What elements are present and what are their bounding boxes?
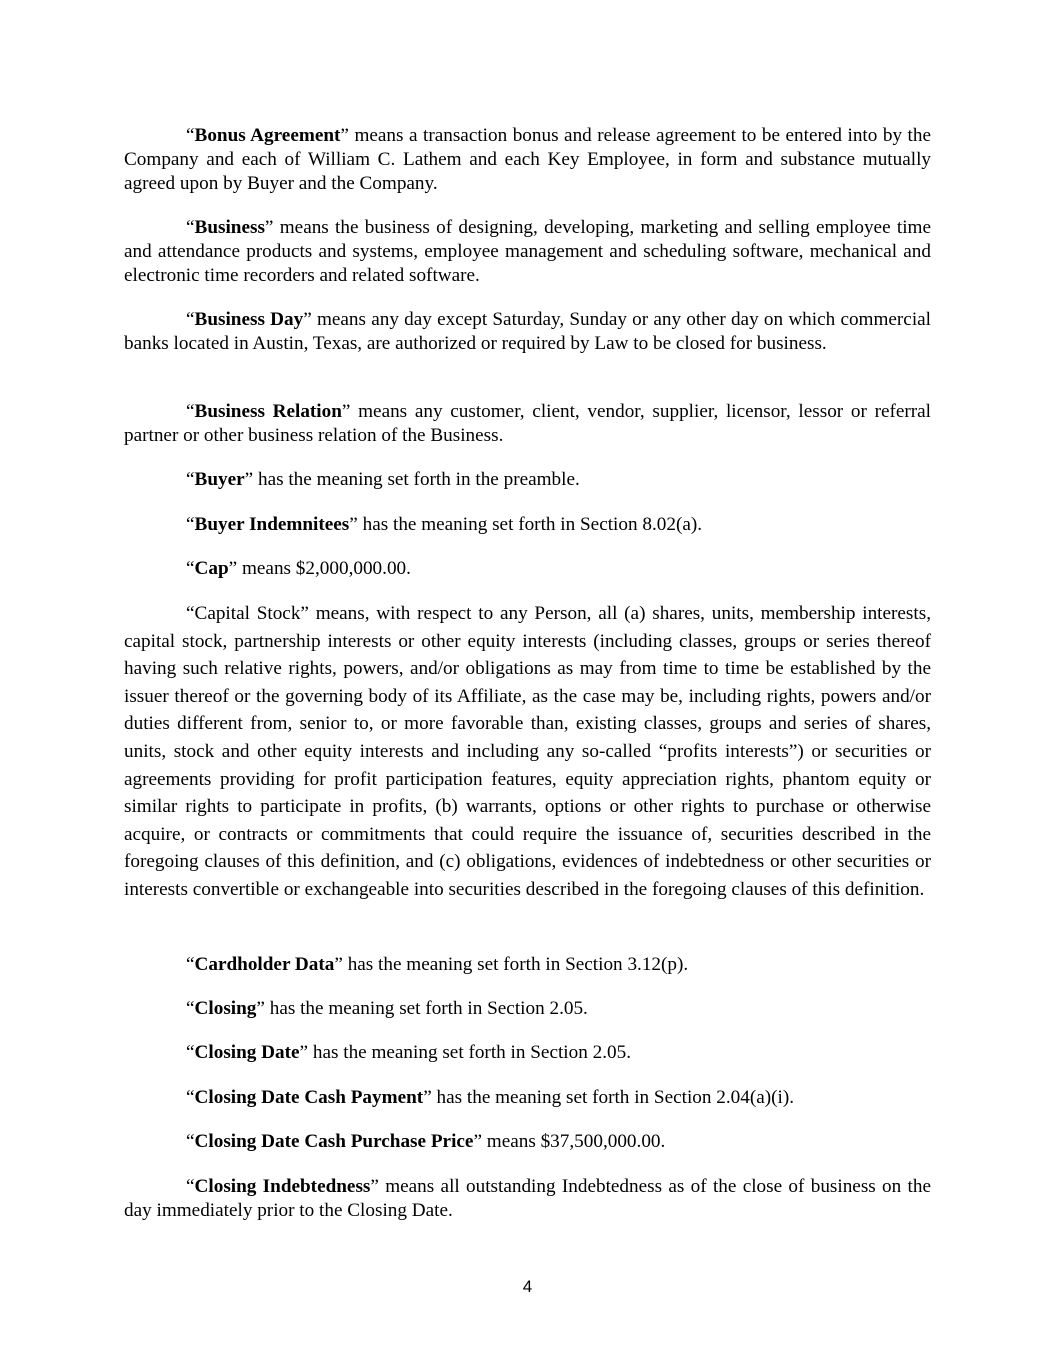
page-number: 4 — [522, 1277, 533, 1296]
defined-term: Closing Date — [194, 1042, 300, 1063]
definition-closing-date-cash-purchase-price: “Closing Date Cash Purchase Price” means $37,500,000.00. — [186, 1131, 666, 1152]
definition-business: “Business” means the business of designing, developing, marketing and selling employee time and attendance products and systems, employee management and scheduling software, mechanical and electronic time recorders and related software. — [124, 217, 931, 286]
defined-term: Buyer — [194, 469, 245, 490]
defined-term: Cap — [194, 558, 229, 579]
definition-cap: “Cap” means $2,000,000.00. — [186, 558, 411, 579]
definition-closing-date: “Closing Date” has the meaning set forth in Section 2.05. — [186, 1042, 631, 1063]
definition-capital-stock: “Capital Stock” means, with respect to any Person, all (a) shares, units, membership interests, capital stock, partnership interests or other equity interests (including classes, groups or series thereof having such relative rights, powers, and/or obligations as may from time to time be established by the issuer thereof or the governing body of its Affiliate, as the case may be, including rights, powers and/or duties different from, senior to, or more favorable than, existing classes, groups and series of shares, units, stock and other equity interests and including any so-called “profits interests”) or securities or agreements providing for profit participation features, equity appreciation rights, phantom equity or similar rights to participate in profits, (b) warrants, options or other rights to purchase or otherwise acquire, or contracts or commitments that could require the issuance of, securities described in the foregoing clauses of this definition, and (c) obligations, evidences of indebtedness or other securities or interests convertible or exchangeable into securities described in the foregoing clauses of this definition. — [124, 603, 931, 900]
defined-term: Business — [194, 217, 265, 238]
defined-term: Business Day — [194, 309, 304, 330]
definition-business-relation: “Business Relation” means any customer, client, vendor, supplier, licensor, lessor or referral partner or other business relation of the Business. — [124, 401, 932, 446]
definition-buyer-indemnitees: “Buyer Indemnitees” has the meaning set forth in Section 8.02(a). — [186, 514, 703, 535]
definition-bonus-agreement: “Bonus Agreement” means a transaction bonus and release agreement to be entered into by the Company and each of William C. Lathem and each Key Employee, in form and substance mutually agreed upon by Buyer and the Company. — [124, 125, 931, 194]
defined-term: Cardholder Data — [194, 954, 335, 975]
definition-closing-indebtedness: “Closing Indebtedness” means all outstanding Indebtedness as of the close of business on the day immediately prior to the Closing Date. — [124, 1176, 931, 1221]
definition-buyer: “Buyer” has the meaning set forth in the preamble. — [186, 469, 580, 490]
defined-term: Closing — [194, 998, 257, 1019]
defined-term: Buyer Indemnitees — [194, 514, 350, 535]
defined-term: Closing Indebtedness — [194, 1176, 371, 1197]
defined-term: Closing Date Cash Purchase Price — [194, 1131, 474, 1152]
defined-term: Business Relation — [194, 401, 342, 422]
definition-closing: “Closing” has the meaning set forth in Section 2.05. — [186, 998, 588, 1019]
defined-term: Bonus Agreement — [194, 125, 341, 146]
definition-business-day: “Business Day” means any day except Saturday, Sunday or any other day on which commercial banks located in Austin, Texas, are authorized or required by Law to be closed for business. — [124, 309, 932, 354]
definition-closing-date-cash-payment: “Closing Date Cash Payment” has the meaning set forth in Section 2.04(a)(i). — [186, 1087, 795, 1108]
defined-term: Closing Date Cash Payment — [194, 1087, 424, 1108]
definition-cardholder-data: “Cardholder Data” has the meaning set forth in Section 3.12(p). — [186, 954, 689, 975]
